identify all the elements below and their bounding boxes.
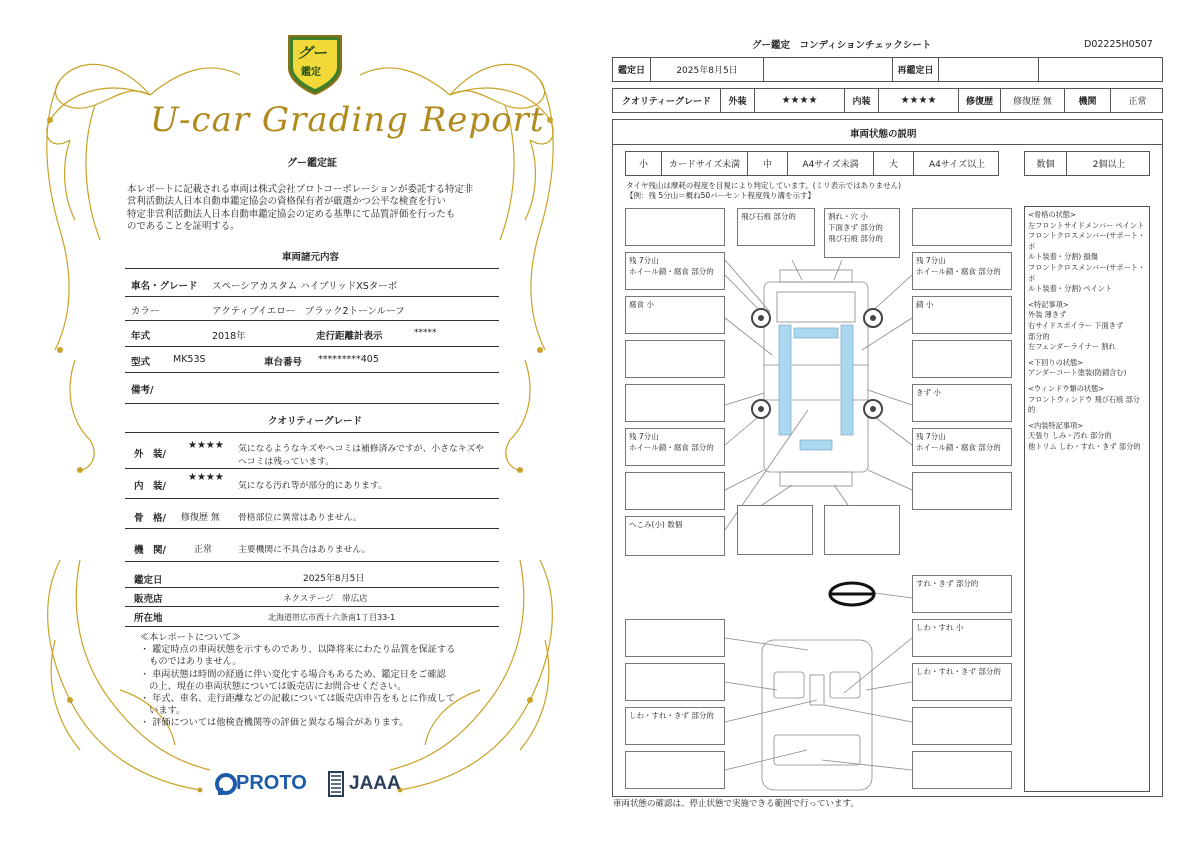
note-line: <骨格の状態> xyxy=(1028,210,1076,219)
damage-box xyxy=(912,340,1012,378)
damage-text: 飛び石痕 部分的 xyxy=(741,212,796,221)
engine-value: 正常 xyxy=(194,545,213,555)
date-value: 2025年8月5日 xyxy=(651,58,764,81)
damage-box xyxy=(625,384,725,422)
chassis-value: *********405 xyxy=(318,354,379,365)
note-line: ・ 車両状態は時間の経過に伴い変化する場合もあるため、鑑定日をご確認 xyxy=(140,668,446,680)
certificate-text xyxy=(127,184,473,234)
size-large: 大 xyxy=(874,152,914,175)
damage-text: 残 7分山 xyxy=(629,256,659,265)
badge-top-text: グー xyxy=(297,44,328,62)
engine-value: 正常 xyxy=(1128,97,1147,107)
damage-text: 残 7分山 xyxy=(629,432,659,441)
damage-box xyxy=(737,505,813,555)
damage-box xyxy=(912,751,1012,789)
certificate-line: 本レポートに記載される車両は株式会社プロトコーポレーションが委託する特定非 xyxy=(127,184,474,195)
damage-box xyxy=(625,619,725,657)
damage-text: きず 小 xyxy=(916,388,941,397)
note-line: の上、現在の車両状態については販売店にお問合せください。 xyxy=(140,680,407,692)
note-line: ・ 鑑定時点の車両状態を示すものであり、以降将来にわたり品質を保証する xyxy=(140,644,456,656)
exterior-comment: ヘコミは残っています。 xyxy=(238,457,335,467)
tire-front-right xyxy=(912,252,1012,290)
car-name-value: スペーシアカスタム ハイブリッドXSターボ xyxy=(212,281,398,292)
redate-label: 再鑑定日 xyxy=(893,58,939,81)
note-line: フロントクロスメンバー(サポート・ボ xyxy=(1028,231,1146,251)
note-line: ルト装着・分割) 損傷 xyxy=(1028,252,1098,262)
damage-box-top-right xyxy=(824,208,900,258)
report-title: U-car Grading Report xyxy=(150,100,545,140)
note-line: ものではありません。 xyxy=(140,656,242,668)
damage-text: 飛び石痕 部分的 xyxy=(828,234,883,243)
exterior-comment: 気になるようなキズやヘコミは補修済みですが、小さなキズや xyxy=(238,444,484,454)
proto-logo-text: PROTO xyxy=(236,772,307,794)
damage-text: 残 7分山 xyxy=(916,432,946,441)
damage-box xyxy=(625,751,725,789)
color-label: カラー xyxy=(131,306,160,317)
size-legend xyxy=(625,151,999,176)
footer-note: 車両状態の確認は、停止状態で実施できる範囲で行っています。 xyxy=(613,799,859,809)
count-legend xyxy=(1024,151,1150,176)
damage-box xyxy=(625,340,725,378)
quality-label: クオリティーグレード xyxy=(613,89,721,112)
note-line: <ウィンドウ類の状態> xyxy=(1028,383,1105,393)
engine-comment: 主要機関に不具合はありません。 xyxy=(238,545,371,555)
damage-text: へこみ(小) 数個 xyxy=(629,520,683,529)
note-line: アンダーコート塗装(防錆含む) xyxy=(1028,368,1127,378)
interior-label: 内 装/ xyxy=(134,481,166,492)
damage-text: 残 7分山 xyxy=(916,256,946,265)
damage-box-interior-right-2 xyxy=(912,663,1012,701)
note-line: 右サイドスポイラー 下面きず xyxy=(1028,320,1124,330)
mileage-label: 走行距離計表示 xyxy=(316,331,383,342)
chassis-label: 車台番号 xyxy=(264,357,303,368)
note-line: <特記事項> xyxy=(1028,299,1069,309)
color-value: アクティブイエロー ブラック2トーンルーフ xyxy=(212,306,405,317)
size-small: 小 xyxy=(626,152,662,175)
damage-text: 割れ・穴 小 xyxy=(828,212,868,221)
document-id: D02225H0507 xyxy=(1084,39,1153,50)
damage-text: しわ・すれ・きず 部分的 xyxy=(629,711,714,720)
exterior-label: 外装 xyxy=(721,89,755,112)
interior-stars: ★★★★ xyxy=(188,472,224,483)
damage-box xyxy=(912,208,1012,246)
tire-front-left xyxy=(625,252,725,290)
damage-text: 下面きず 部分的 xyxy=(828,223,883,232)
model-value: MK53S xyxy=(173,354,206,365)
note-line: 部分的 xyxy=(1028,331,1050,341)
jaaa-logo-text: JAAA xyxy=(349,773,401,794)
frame-label: 骨 格/ xyxy=(134,513,166,524)
date-value: 2025年8月5日 xyxy=(303,574,365,584)
damage-box-interior-right-1 xyxy=(912,619,1012,657)
damage-box xyxy=(625,208,725,246)
interior-stars: ★★★★ xyxy=(879,89,959,112)
certificate-heading: グー鑑定証 xyxy=(287,158,337,169)
engine-label: 機関 xyxy=(1065,89,1111,112)
size-large-desc: A4サイズ以上 xyxy=(928,160,986,170)
note-line: <下回りの状態> xyxy=(1028,357,1084,367)
shop-label: 販売店 xyxy=(134,594,163,605)
address-value: 北海道帯広市西十六条南1丁目33-1 xyxy=(268,613,396,622)
note-line: 左フロントサイドメンバー ペイント xyxy=(1028,220,1145,230)
size-small-desc: カードサイズ未満 xyxy=(662,152,748,175)
car-name-label: 車名・グレード xyxy=(131,281,198,292)
address-label: 所在地 xyxy=(134,613,163,624)
grade-heading: クオリティーグレード xyxy=(268,416,363,427)
damage-text: すれ・きず 部分的 xyxy=(916,579,979,588)
damage-box-right-rust xyxy=(912,296,1012,334)
certificate-line: 営利活動法人日本自動車鑑定協会の資格保有者が厳選かつ公平な検査を行い xyxy=(127,196,446,208)
date-label: 鑑定日 xyxy=(134,575,163,586)
exterior-stars: ★★★★ xyxy=(188,440,224,451)
tire-note-example: 【例：残 5分山＝概ね50パーセント程度残り溝を示す】 xyxy=(626,191,816,200)
damage-box-top-middle xyxy=(737,208,815,246)
sheet-title: グー鑑定 コンディションチェックシート xyxy=(752,40,932,51)
damage-box xyxy=(912,707,1012,745)
size-mid-desc: A4サイズ未満 xyxy=(788,152,874,175)
interior-comment: 気になる汚れ等が部分的にあります。 xyxy=(238,481,387,491)
proto-logo-icon xyxy=(214,772,238,796)
size-mid: 中 xyxy=(748,152,788,175)
exterior-label: 外 装/ xyxy=(134,449,166,460)
damage-box-right-scratch xyxy=(912,384,1012,422)
damage-box xyxy=(824,505,900,555)
shop-value: ネクステージ 帯広店 xyxy=(283,594,368,604)
damage-box xyxy=(625,472,725,510)
damage-box-interior-left xyxy=(625,707,725,745)
damage-text: ホイール錆・腐食 部分的 xyxy=(629,443,714,452)
repair-value: 修復歴 無 xyxy=(1001,89,1065,112)
spec-heading: 車両諸元内容 xyxy=(282,252,340,263)
damage-box-dent xyxy=(625,516,725,556)
certificate-line: のであることを証明する。 xyxy=(127,221,240,233)
damage-box-steering xyxy=(912,575,1012,613)
year-label: 年式 xyxy=(131,331,151,342)
certificate-line: 特定非営利活動法人日本自動車鑑定協会の定める基準にて品質評価を行ったも xyxy=(127,208,456,220)
repair-label: 修復歴 xyxy=(959,89,1001,112)
note-line: います。 xyxy=(140,705,186,717)
note-line: ・ 評価については他検査機関等の評価と異なる場合があります。 xyxy=(140,717,409,729)
condition-check-sheet xyxy=(600,0,1200,848)
jaaa-logo-icon xyxy=(327,770,345,798)
year-value: 2018年 xyxy=(212,331,246,342)
damage-text: しわ・すれ 小 xyxy=(916,623,964,632)
model-label: 型式 xyxy=(131,357,151,368)
note-line: フロントクロスメンバー(サポート・ボ xyxy=(1028,262,1146,283)
damage-box-left-corrosion xyxy=(625,296,725,334)
damage-text: しわ・すれ・きず 部分的 xyxy=(916,667,1001,676)
report-notes xyxy=(140,632,455,730)
notes-heading: ≪本レポートについて≫ xyxy=(140,632,241,643)
notes-panel xyxy=(1024,206,1150,792)
damage-text: ホイール錆・腐食 部分的 xyxy=(916,267,1001,276)
note-line: ルト装着・分割) ペイント xyxy=(1028,284,1113,294)
frame-comment: 骨格部位に異常はありません。 xyxy=(238,513,362,523)
note-line: 天張り しみ・汚れ 部分的 xyxy=(1028,431,1112,441)
damage-text: 腐食 小 xyxy=(629,300,654,309)
note-line: <内装特記事項> xyxy=(1028,420,1084,430)
remarks-label: 備考/ xyxy=(131,385,154,396)
note-line: 外装 薄きず xyxy=(1028,310,1067,320)
frame-value: 修復歴 無 xyxy=(181,513,220,523)
date-label: 鑑定日 xyxy=(613,58,651,81)
note-line: フロントウィンドウ 飛び石痕 部分的 xyxy=(1028,394,1140,415)
damage-text: 錆 小 xyxy=(916,300,934,309)
tire-note: タイヤ残山は摩耗の程度を目視により判定しています。(ミリ表示ではありません) xyxy=(626,181,902,190)
count-desc: 2個以上 xyxy=(1092,160,1126,170)
state-heading: 車両状態の説明 xyxy=(850,129,917,140)
damage-box xyxy=(625,663,725,701)
date-row xyxy=(612,57,1163,82)
damage-text: ホイール錆・腐食 部分的 xyxy=(916,443,1001,452)
note-line: 左フェンダーライナー 割れ xyxy=(1028,342,1116,352)
exterior-stars: ★★★★ xyxy=(755,89,845,112)
tire-rear-left xyxy=(625,428,725,466)
count-label: 数個 xyxy=(1025,152,1067,175)
damage-box xyxy=(912,472,1012,510)
interior-label: 内装 xyxy=(845,89,879,112)
engine-label: 機 関/ xyxy=(134,545,166,556)
badge-bottom-text: 鑑定 xyxy=(301,67,321,78)
tire-rear-right xyxy=(912,428,1012,466)
note-line: 他トリム しわ・すれ・きず 部分的 xyxy=(1028,441,1141,451)
mileage-value: ***** xyxy=(414,328,437,338)
note-line: ・ 年式、車名、走行距離などの記載については販売店申告をもとに作成して xyxy=(140,693,456,705)
quality-row xyxy=(612,88,1163,113)
damage-text: ホイール錆・腐食 部分的 xyxy=(629,267,714,276)
